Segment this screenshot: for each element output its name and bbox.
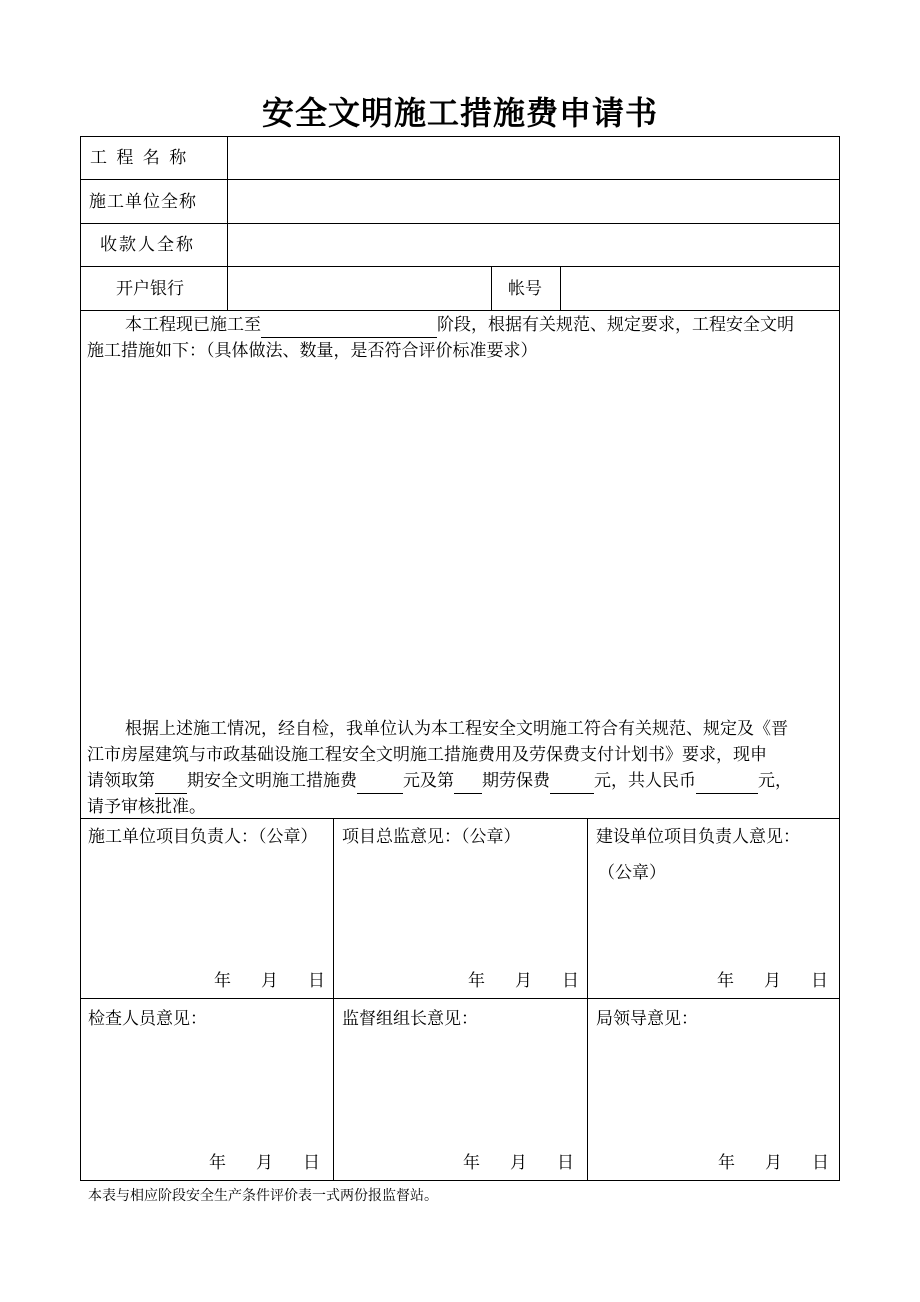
- bank-field[interactable]: [228, 267, 490, 309]
- contractor-name-field[interactable]: [228, 180, 838, 222]
- declaration-line4: 请予审核批准。: [87, 797, 206, 817]
- owner-seal-label: （公章）: [598, 863, 666, 883]
- declaration-line3: 请领取第 期安全文明施工措施费 元及第 期劳保费 元，共人民币 元，: [87, 768, 835, 794]
- date-line: 年 月 日: [214, 971, 325, 991]
- declaration-line1: 根据上述施工情况，经自检，我单位认为本工程安全文明施工符合有关规范、规定及《晋: [125, 719, 788, 739]
- application-form: [80, 136, 840, 1181]
- date-line: 年 月 日: [468, 971, 579, 991]
- project-name-field[interactable]: [228, 137, 838, 178]
- form-border-bottom: [80, 1180, 840, 1181]
- labor-period-blank[interactable]: [454, 775, 482, 794]
- description-intro-line2: 施工措施如下：（具体做法、数量，是否符合评价标准要求）: [87, 341, 538, 361]
- account-label-divider-left: [491, 266, 492, 310]
- approval-column-divider: [333, 818, 334, 1180]
- date-line: 年 月 日: [718, 1153, 829, 1173]
- inspector-opinion-label: 检查人员意见：: [88, 1009, 207, 1029]
- labor-amount-blank[interactable]: [550, 775, 594, 794]
- contractor-manager-opinion-label: 施工单位项目负责人：（公章）: [88, 827, 318, 847]
- project-name-label: 工 程 名 称: [90, 148, 189, 168]
- row-divider: [80, 818, 840, 819]
- supervision-leader-opinion-label: 监督组组长意见：: [342, 1009, 478, 1029]
- safety-period-blank[interactable]: [155, 775, 187, 794]
- form-border-right: [839, 136, 840, 1181]
- date-line: 年 月 日: [463, 1153, 574, 1173]
- date-line: 年 月 日: [209, 1153, 320, 1173]
- page-title: 安全文明施工措施费申请书: [261, 94, 658, 132]
- bank-label: 开户银行: [116, 279, 184, 299]
- stage-blank[interactable]: [261, 319, 437, 338]
- row-divider: [80, 998, 840, 999]
- contractor-name-label: 施工单位全称: [89, 192, 197, 212]
- description-intro: 本工程现已施工至 阶段，根据有关规范、规定要求，工程安全文明: [87, 312, 835, 338]
- row-divider: [80, 310, 840, 311]
- payee-name-field[interactable]: [228, 224, 838, 265]
- declaration-line2: 江市房屋建筑与市政基础设施工程安全文明施工措施费用及劳保费支付计划书》要求，现申: [87, 745, 767, 765]
- measures-content-area[interactable]: [81, 371, 839, 711]
- footnote: 本表与相应阶段安全生产条件评价表一式两份报监督站。: [88, 1188, 438, 1204]
- safety-amount-blank[interactable]: [357, 775, 403, 794]
- account-label: 帐号: [508, 279, 542, 299]
- bureau-leader-opinion-label: 局领导意见：: [596, 1009, 698, 1029]
- owner-manager-opinion-label: 建设单位项目负责人意见：: [596, 827, 800, 847]
- account-field[interactable]: [561, 267, 838, 309]
- date-line: 年 月 日: [717, 971, 828, 991]
- chief-supervisor-opinion-label: 项目总监意见：（公章）: [342, 827, 521, 847]
- total-amount-blank[interactable]: [696, 775, 758, 794]
- payee-name-label: 收款人全称: [100, 235, 195, 255]
- approval-column-divider: [587, 818, 588, 1180]
